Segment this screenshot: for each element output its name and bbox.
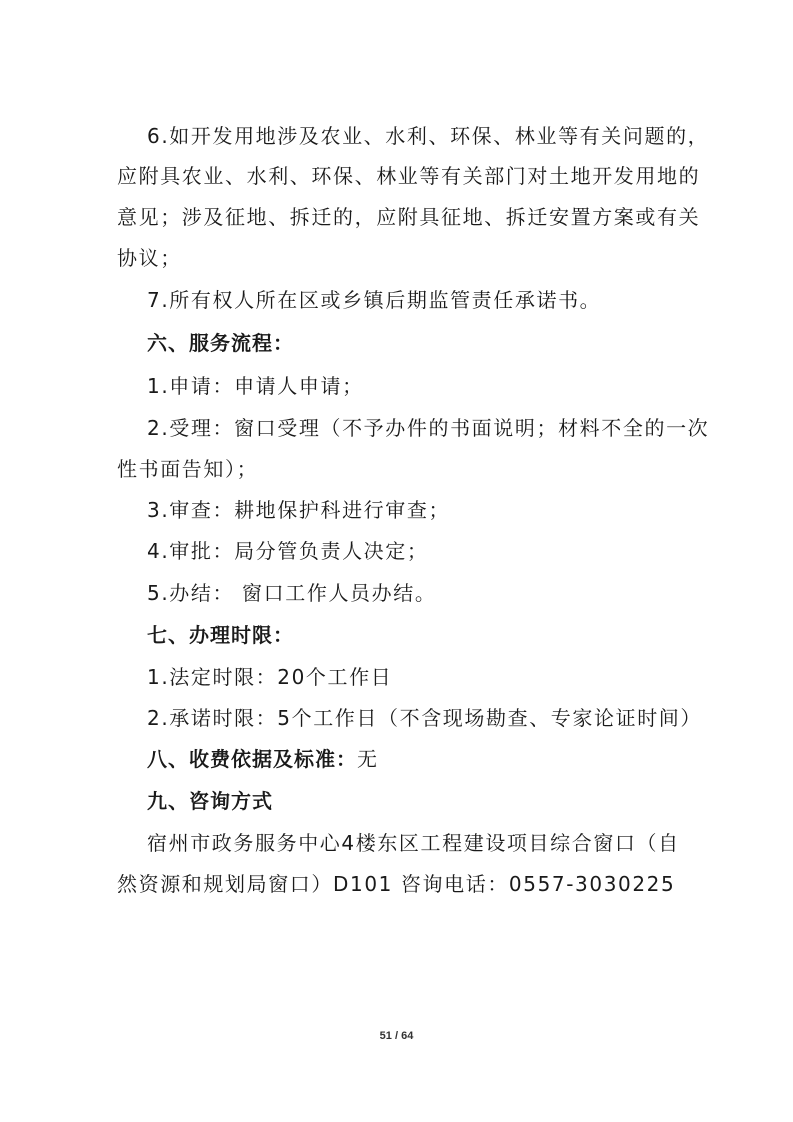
text-line: 7.所有权人所在区或乡镇后期监管责任承诺书。: [147, 288, 602, 312]
text-line: 3.审查：耕地保护科进行审查；: [147, 498, 451, 522]
section-heading-service-process: 六、服务流程：: [147, 331, 294, 355]
text-line: 应附具农业、水利、环保、林业等有关部门对土地开发用地的: [117, 164, 701, 188]
text-line: 2.承诺时限：5个工作日（不含现场勘查、专家论证时间）: [147, 706, 703, 730]
section-heading-consultation: 九、咨询方式: [147, 789, 273, 813]
text-line: 宿州市政务服务中心4楼东区工程建设项目综合窗口（自: [147, 831, 680, 855]
text-line: 然资源和规划局窗口）D101 咨询电话：0557-3030225: [117, 872, 676, 896]
section-heading-fees: [147, 747, 378, 771]
text-line: 协议；: [117, 246, 182, 270]
text-line: 2.受理：窗口受理（不予办件的书面说明；材料不全的一次: [147, 416, 710, 440]
section-heading-time-limit: 七、办理时限：: [147, 623, 294, 647]
text-line: 4.审批：局分管负责人决定；: [147, 539, 429, 563]
fees-value: 无: [357, 747, 378, 771]
text-line: 性书面告知）；: [117, 457, 259, 481]
text-line: 6.如开发用地涉及农业、水利、环保、林业等有关问题的，: [147, 124, 710, 148]
text-line: 1.法定时限：20个工作日: [147, 665, 393, 689]
fees-heading-label: 八、收费依据及标准：: [147, 747, 357, 771]
text-line: 1.申请：申请人申请；: [147, 374, 364, 398]
page-number: 51 / 64: [379, 1030, 414, 1042]
text-line: 意见；涉及征地、拆迁的，应附具征地、拆迁安置方案或有关: [117, 205, 701, 229]
text-line: 5.办结： 窗口工作人员办结。: [147, 581, 437, 605]
